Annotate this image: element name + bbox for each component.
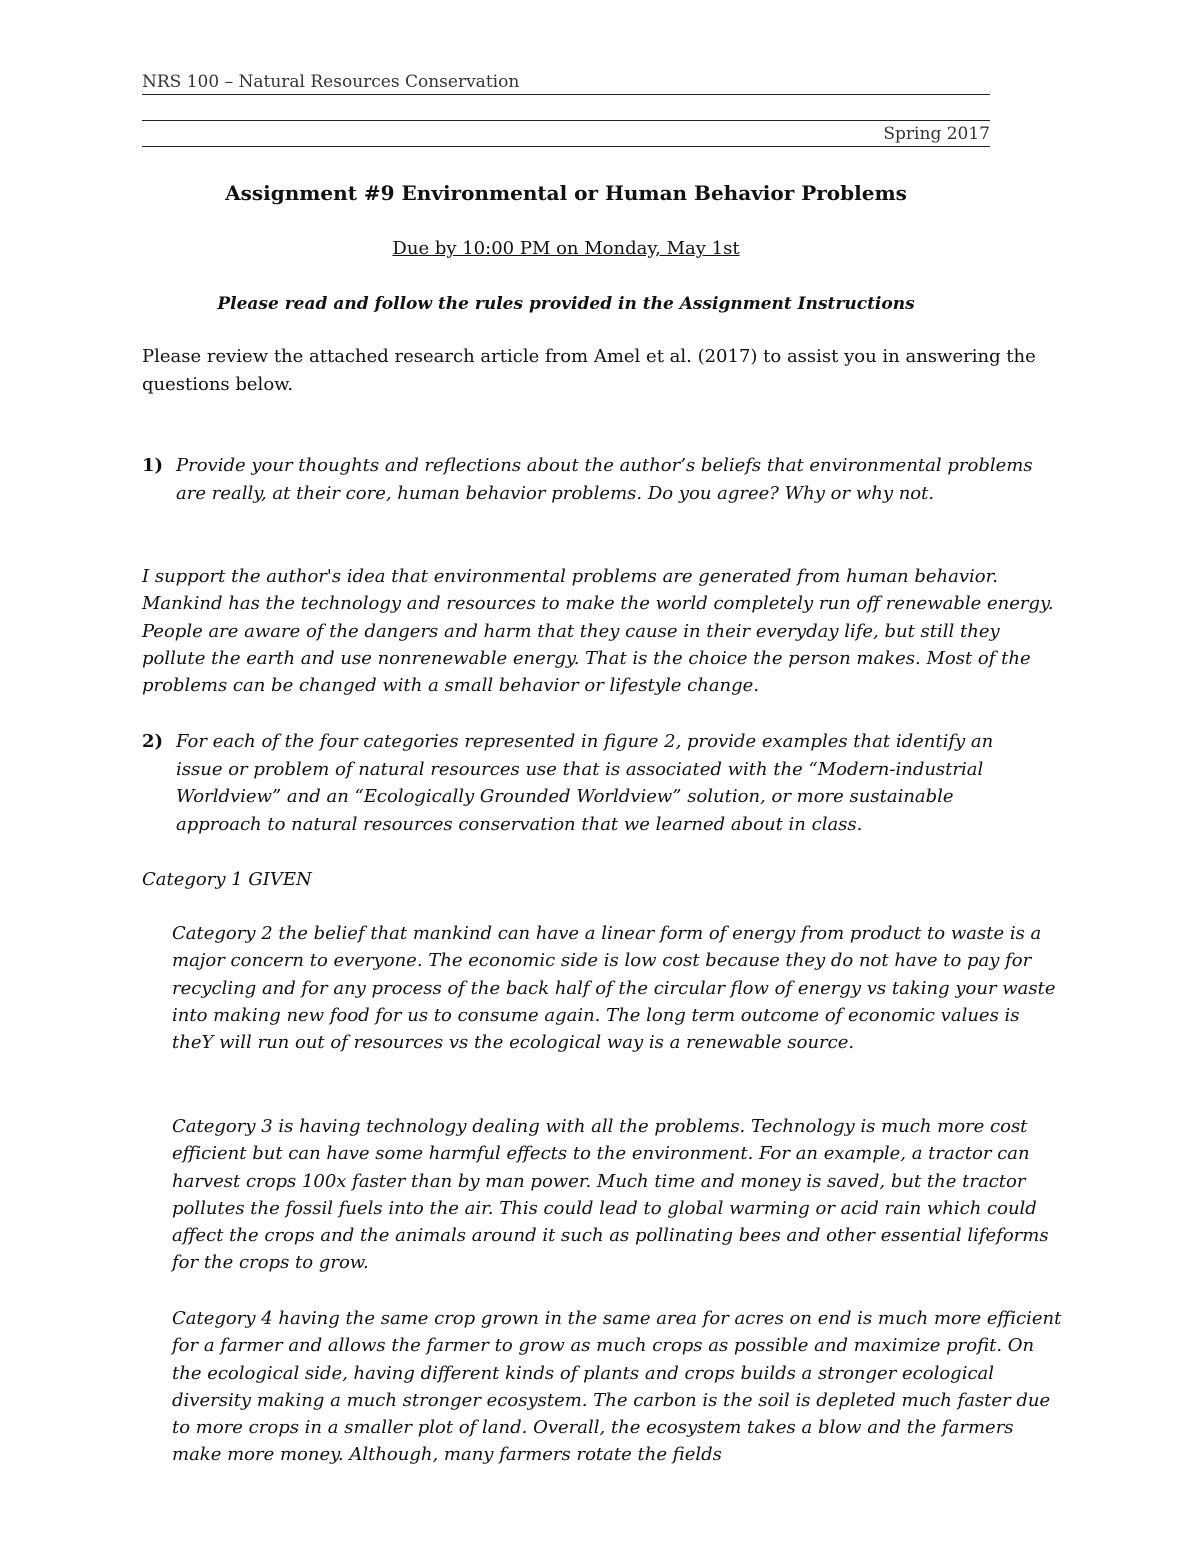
intro-paragraph: Please review the attached research article from Amel et al. (2017) to assist you in answering the questions below. (142, 346, 1036, 395)
question-1-number: 1) (142, 455, 164, 476)
header-rule (142, 100, 990, 121)
question-2-number: 2) (142, 731, 164, 752)
category-4: Category 4 having the same crop grown in the same area for acres on end is much more efficient for a farmer and allows the farmer to grow as much crops as possible and maximize profit. On the ecological side, having different kinds of plants and crops builds a stronger ecological diversity making a much stronger ecosystem. The carbon is the soil is depleted much faster due to more crops in a smaller plot of land. Overall, the ecosystem takes a blow and the farmers make more money. Although, many farmers rotate the fields (172, 1308, 1062, 1466)
category-2: Category 2 the belief that mankind can have a linear form of energy from product to waste is a major concern to everyone. The economic side is low cost because they do not have to pay for recycling and for any process of the back half of the circular flow of energy vs taking your waste into making new food for us to consume again. The long term outcome of economic values is theY will run out of resources vs the ecological way is a renewable source. (172, 923, 1056, 1054)
question-1 (142, 452, 1062, 507)
due-date-text: Due by 10:00 PM on Monday, May 1st (392, 238, 740, 259)
term-header: Spring 2017 (142, 124, 990, 147)
due-date (142, 236, 990, 262)
assignment-title: Assignment #9 Environmental or Human Behavior Problems (225, 181, 907, 205)
course-header: NRS 100 – Natural Resources Conservation (142, 72, 990, 95)
question-2-text: For each of the four categories represented in figure 2, provide examples that identify an issue or problem of natural resources use that is associated with the “Modern-industrial Worldview” and an “Ecologically Grounded Worldview” solution, or more sustainable approach to natural resources conservation that we learned about in class. (176, 731, 994, 835)
category-3: Category 3 is having technology dealing with all the problems. Technology is much more cost efficient but can have some harmful effects to the environment. For an example, a tractor can harvest crops 100x faster than by man power. Much time and money is saved, but the tractor pollutes the fossil fuels into the air. This could lead to global warming or acid rain which could affect the crops and the animals around it such as pollinating bees and other essential lifeforms for the crops to grow. (172, 1116, 1049, 1274)
rules-note: Please read and follow the rules provided in the Assignment Instructions (217, 294, 915, 314)
question-1-text: Provide your thoughts and reflections about the author’s beliefs that environmental problems are really, at their core, human behavior problems. Do you agree? Why or why not. (176, 455, 1033, 504)
question-2 (142, 728, 1042, 838)
answer-1: I support the author's idea that environmental problems are generated from human behavior. Mankind has the technology and resources to make the world completely run off renewable energy. People are aware of the dangers and harm that they cause in their everyday life, but still they pollute the earth and use nonrenewable energy. That is the choice the person makes. Most of the problems can be changed with a small behavior or lifestyle change. (142, 566, 1054, 697)
category-1: Category 1 GIVEN (142, 869, 312, 890)
